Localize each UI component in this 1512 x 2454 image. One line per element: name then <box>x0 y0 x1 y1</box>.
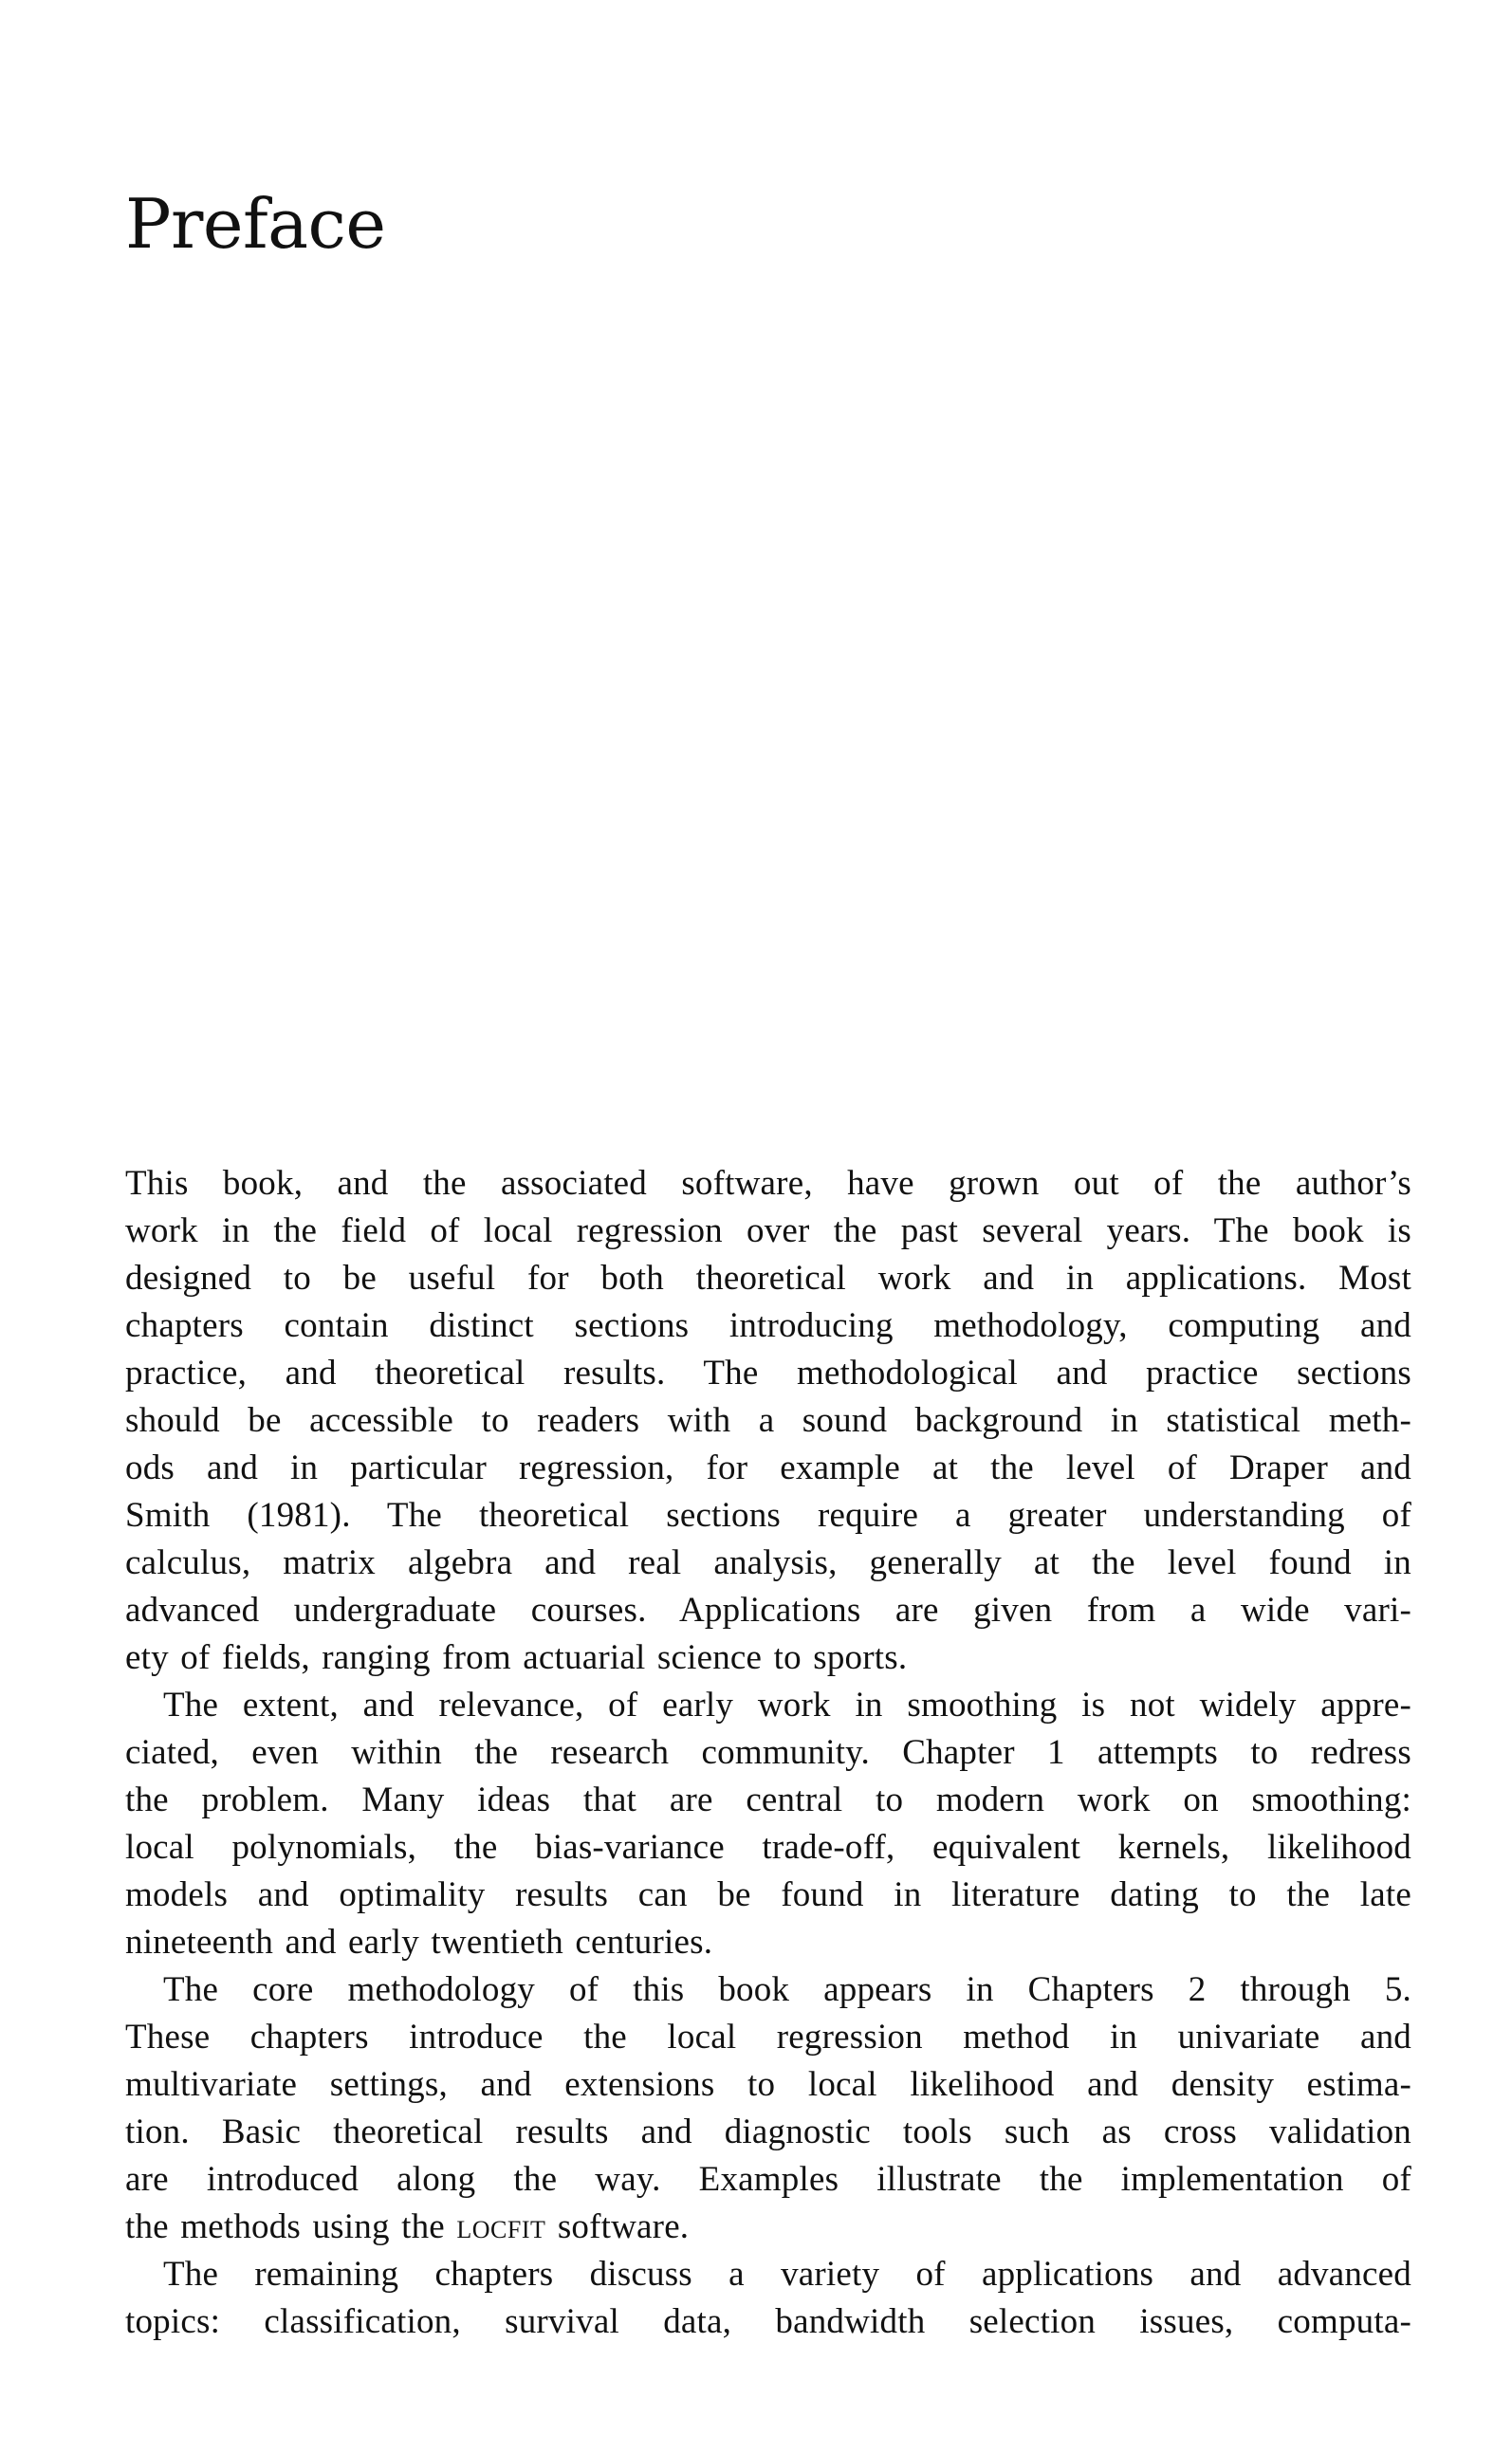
text-line: tion. Basic theoretical results and diagnostic tools such as cross validation <box>125 2113 1411 2151</box>
text-line: Smith (1981). The theoretical sections require a greater understanding of <box>125 1496 1411 1535</box>
text-line: multivariate settings, and extensions to local likelihood and density estima- <box>125 2065 1411 2104</box>
paragraph <box>125 1682 1411 1966</box>
paragraph <box>125 2251 1411 2346</box>
paragraph <box>125 1160 1411 1682</box>
text-run: the methods using the <box>125 2207 457 2246</box>
text-line: the problem. Many ideas that are central to modern work on smoothing: <box>125 1781 1411 1819</box>
text-line: topics: classification, survival data, bandwidth selection issues, computa- <box>125 2302 1411 2341</box>
text-line: The core methodology of this book appears in Chapters 2 through 5. <box>163 1970 1411 2009</box>
text-line: are introduced along the way. Examples illustrate the implementation of <box>125 2160 1411 2199</box>
text-line: designed to be useful for both theoretical work and in applications. Most <box>125 1259 1411 1298</box>
text-line: The extent, and relevance, of early work in smoothing is not widely appre- <box>163 1686 1411 1725</box>
text-line: should be accessible to readers with a sound background in statistical meth- <box>125 1401 1411 1440</box>
text-line: local polynomials, the bias-variance trade-off, equivalent kernels, likelihood <box>125 1828 1411 1867</box>
text-line: calculus, matrix algebra and real analysis, generally at the level found in <box>125 1543 1411 1582</box>
text-line: ciated, even within the research community. Chapter 1 attempts to redress <box>125 1733 1411 1772</box>
text-line: This book, and the associated software, have grown out of the author’s <box>125 1164 1411 1203</box>
text-line: nineteenth and early twentieth centuries. <box>125 1923 713 1962</box>
text-line: practice, and theoretical results. The methodological and practice sections <box>125 1354 1411 1393</box>
text-line <box>125 2204 1411 2251</box>
text-line: These chapters introduce the local regression method in univariate and <box>125 2018 1411 2057</box>
text-line: advanced undergraduate courses. Applications are given from a wide vari- <box>125 1591 1411 1630</box>
text-line: work in the field of local regression over the past several years. The book is <box>125 1211 1411 1250</box>
text-line: models and optimality results can be found in literature dating to the late <box>125 1875 1411 1914</box>
text-line: ety of fields, ranging from actuarial science to sports. <box>125 1638 908 1677</box>
text-line: ods and in particular regression, for example at the level of Draper and <box>125 1448 1411 1487</box>
paragraph <box>125 1966 1411 2251</box>
text-line: chapters contain distinct sections introducing methodology, computing and <box>125 1306 1411 1345</box>
text-line: The remaining chapters discuss a variety of applications and advanced <box>163 2255 1411 2294</box>
software-name: locfit <box>456 2207 546 2246</box>
preface-body <box>125 1160 1411 2346</box>
chapter-title: Preface <box>125 184 386 264</box>
text-run: software. <box>545 2207 690 2246</box>
